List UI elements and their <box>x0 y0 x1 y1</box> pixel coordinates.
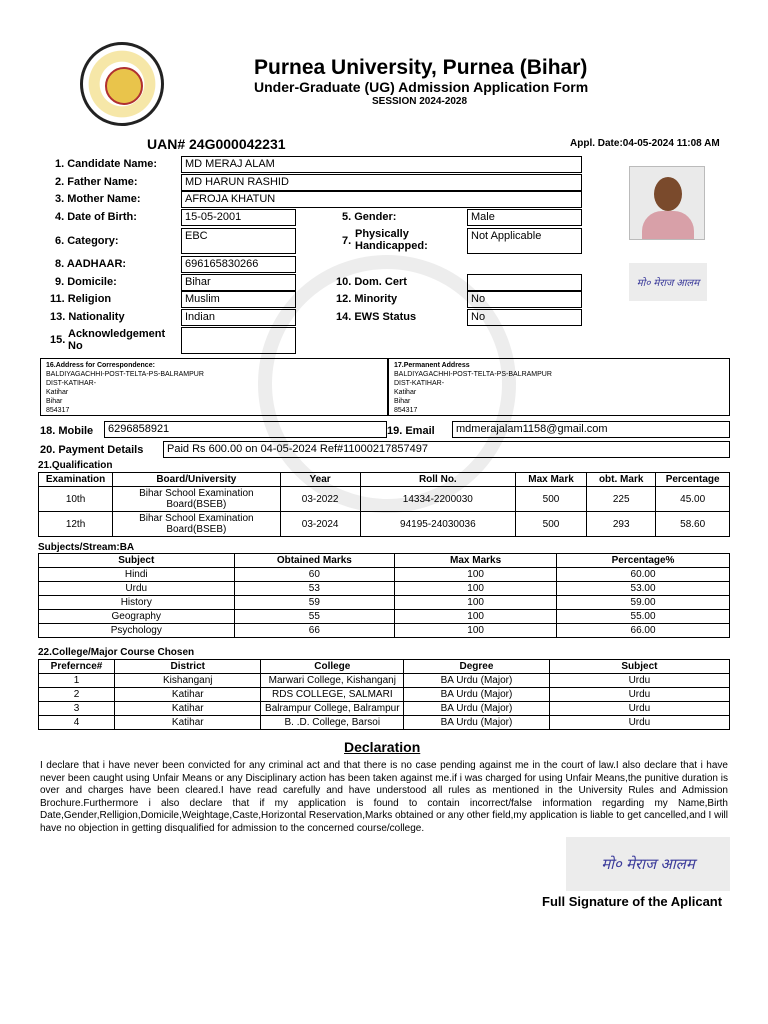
perm-address-line: DIST-KATIHAR- <box>394 380 445 387</box>
table-cell: Katihar <box>115 688 261 702</box>
college-title: 22.College/Major Course Chosen <box>38 647 195 658</box>
ph-label: Physically Handicapped: <box>355 228 428 252</box>
table-cell: 500 <box>515 512 586 537</box>
university-logo <box>80 42 164 126</box>
ack-number: 15. <box>50 334 66 346</box>
table-cell: 100 <box>395 582 557 596</box>
table-row <box>39 716 730 730</box>
table-cell: 14334-2200030 <box>360 487 515 512</box>
table-cell: History <box>39 596 235 610</box>
table-cell: 59.00 <box>557 596 730 610</box>
ack-value <box>181 327 296 354</box>
signature-label: Full Signature of the Aplicant <box>542 894 723 909</box>
candidate-name-label: 1. Candidate Name: <box>55 158 158 170</box>
session: SESSION 2024-2028 <box>372 96 468 107</box>
table-cell: Urdu <box>549 688 729 702</box>
declaration-title: Declaration <box>344 739 421 755</box>
corr-address-line: 854317 <box>46 407 70 414</box>
table-cell: BA Urdu (Major) <box>404 716 550 730</box>
corr-address-line: DIST-KATIHAR- <box>46 380 97 387</box>
ack-label: Acknowledgement No <box>68 328 166 352</box>
table-cell: Balrampur College, Balrampur <box>261 702 404 716</box>
table-row <box>39 582 730 596</box>
subj-header: Max Marks <box>395 554 557 568</box>
table-cell: BA Urdu (Major) <box>404 674 550 688</box>
college-header: Subject <box>549 660 729 674</box>
table-cell: Katihar <box>115 702 261 716</box>
perm-address-line: Katihar <box>394 389 417 396</box>
table-cell: Psychology <box>39 624 235 638</box>
subj-header: Obtained Marks <box>234 554 395 568</box>
table-cell: 60 <box>234 568 395 582</box>
aadhaar-value: 696165830266 <box>181 256 296 273</box>
table-row <box>39 568 730 582</box>
mobile-value: 6296858921 <box>104 421 387 438</box>
table-cell: 100 <box>395 624 557 638</box>
table-cell: 55 <box>234 610 395 624</box>
religion-label: 11. Religion <box>50 293 112 305</box>
form-title: Under-Graduate (UG) Admission Application Form <box>254 79 589 95</box>
ph-number: 7. <box>342 235 352 247</box>
table-cell: Urdu <box>39 582 235 596</box>
domicile-value: Bihar <box>181 274 296 291</box>
table-cell: Kishanganj <box>115 674 261 688</box>
table-cell: Marwari College, Kishanganj <box>261 674 404 688</box>
table-cell: BA Urdu (Major) <box>404 702 550 716</box>
gender-label: 5. Gender: <box>342 211 397 223</box>
table-cell: 4 <box>39 716 115 730</box>
email-label: 19. Email <box>387 425 435 437</box>
table-row <box>39 688 730 702</box>
mother-name-value: AFROJA KHATUN <box>181 191 582 208</box>
ews-value: No <box>467 309 582 326</box>
table-cell: 53 <box>234 582 395 596</box>
table-cell: 1 <box>39 674 115 688</box>
university-title: Purnea University, Purnea (Bihar) <box>254 56 588 79</box>
minority-label: 12. Minority <box>336 293 398 305</box>
gender-value: Male <box>467 209 582 226</box>
qual-header: Max Mark <box>515 473 586 487</box>
table-row <box>39 487 730 512</box>
payment-label: 20. Payment Details <box>40 444 144 456</box>
table-cell: Urdu <box>549 702 729 716</box>
domcert-label: 10. Dom. Cert <box>336 276 407 288</box>
table-cell: 53.00 <box>557 582 730 596</box>
table-cell: 45.00 <box>656 487 730 512</box>
qual-header: obt. Mark <box>587 473 656 487</box>
table-cell: 225 <box>587 487 656 512</box>
table-cell: RDS COLLEGE, SALMARI <box>261 688 404 702</box>
table-cell: 66.00 <box>557 624 730 638</box>
payment-value: Paid Rs 600.00 on 04-05-2024 Ref#11000217857497 <box>163 441 730 458</box>
minority-value: No <box>467 291 582 308</box>
mother-name-label: 3. Mother Name: <box>55 193 141 205</box>
mobile-label: 18. Mobile <box>40 425 94 437</box>
dob-value: 15-05-2001 <box>181 209 296 226</box>
table-cell: 100 <box>395 568 557 582</box>
corr-address-line: BALDIYAGACHHI-POST-TELTA-PS-BALRAMPUR <box>46 371 204 378</box>
subj-header: Percentage% <box>557 554 730 568</box>
domcert-value <box>467 274 582 291</box>
qual-header: Board/University <box>113 473 280 487</box>
table-cell: 66 <box>234 624 395 638</box>
signature-small: मो० मेराज आलम <box>629 263 707 301</box>
table-cell: Katihar <box>115 716 261 730</box>
nationality-label: 13. Nationality <box>50 311 125 323</box>
table-row <box>39 610 730 624</box>
candidate-name-value: MD MERAJ ALAM <box>181 156 582 173</box>
correspondence-address <box>40 358 388 416</box>
qual-header: Year <box>280 473 360 487</box>
dob-label: 4. Date of Birth: <box>55 211 137 223</box>
subjects-table <box>38 553 730 638</box>
perm-address-line: 854317 <box>394 407 418 414</box>
religion-value: Muslim <box>181 291 296 308</box>
qual-header: Roll No. <box>360 473 515 487</box>
table-cell: 12th <box>39 512 113 537</box>
perm-address-line: BALDIYAGACHHI-POST-TELTA-PS-BALRAMPUR <box>394 371 552 378</box>
ph-value: Not Applicable <box>467 228 582 254</box>
table-cell: BA Urdu (Major) <box>404 688 550 702</box>
father-name-value: MD HARUN RASHID <box>181 174 582 191</box>
father-name-label: 2. Father Name: <box>55 176 138 188</box>
permanent-address <box>388 358 730 416</box>
corr-address-line: Katihar <box>46 389 69 396</box>
table-cell: Bihar School Examination Board(BSEB) <box>113 512 280 537</box>
nationality-value: Indian <box>181 309 296 326</box>
table-cell: 500 <box>515 487 586 512</box>
table-row <box>39 596 730 610</box>
perm-address-label: 17.Permanent Address <box>394 362 470 369</box>
application-date: Appl. Date:04-05-2024 11:08 AM <box>570 138 720 149</box>
qual-header: Examination <box>39 473 113 487</box>
table-cell: 2 <box>39 688 115 702</box>
perm-address-line: Bihar <box>394 398 411 405</box>
table-row <box>39 702 730 716</box>
category-label: 6. Category: <box>55 235 119 247</box>
table-cell: Urdu <box>549 716 729 730</box>
table-cell: Bihar School Examination Board(BSEB) <box>113 487 280 512</box>
category-value: EBC <box>181 228 296 254</box>
candidate-photo <box>629 166 705 240</box>
college-header: Prefernce# <box>39 660 115 674</box>
college-header: District <box>115 660 261 674</box>
college-table <box>38 659 730 730</box>
table-row <box>39 624 730 638</box>
applicant-signature: मो० मेराज आलम <box>566 837 730 891</box>
table-cell: 03-2022 <box>280 487 360 512</box>
qualification-table <box>38 472 730 537</box>
email-value: mdmerajalam1158@gmail.com <box>452 421 730 438</box>
table-cell: 100 <box>395 596 557 610</box>
subjects-title: Subjects/Stream:BA <box>38 542 135 553</box>
corr-address-label: 16.Address for Correspondence: <box>46 362 155 369</box>
table-cell: 10th <box>39 487 113 512</box>
table-cell: 60.00 <box>557 568 730 582</box>
table-cell: Geography <box>39 610 235 624</box>
table-cell: 58.60 <box>656 512 730 537</box>
table-cell: Hindi <box>39 568 235 582</box>
ews-label: 14. EWS Status <box>336 311 417 323</box>
table-cell: 03-2024 <box>280 512 360 537</box>
table-cell: 3 <box>39 702 115 716</box>
table-cell: 55.00 <box>557 610 730 624</box>
aadhaar-label: 8. AADHAAR: <box>55 258 127 270</box>
table-row <box>39 512 730 537</box>
college-header: College <box>261 660 404 674</box>
table-row <box>39 674 730 688</box>
qualification-title: 21.Qualification <box>38 460 113 471</box>
table-cell: B. .D. College, Barsoi <box>261 716 404 730</box>
corr-address-line: Bihar <box>46 398 63 405</box>
subj-header: Subject <box>39 554 235 568</box>
domicile-label: 9. Domicile: <box>55 276 117 288</box>
college-header: Degree <box>404 660 550 674</box>
table-cell: 100 <box>395 610 557 624</box>
declaration-text: I declare that i have never been convicted for any criminal act and that there is no case pending against me in the court of law.I also declare that i have never been caught using Unfair Means or any Disciplinary action has been taken against me.if i was charged for using Unfair Means,the punitive duration is over and charges have been cleared.I have read carefully and have understood all rules as mentioned in the University Rules and Admission Brochure.Furthermore i also declare that if my application is found to contain incorrect/false information regarding my Name,Birth Date,Gender,Relligion,Domicile,Weightage,Caste,Horizontal Reservation,Marks obtained or any other field,my application is liable to get cancelled,and I will have no objection in getting disqualified for admission to the concerned course/college. <box>40 760 728 834</box>
qual-header: Percentage <box>656 473 730 487</box>
table-cell: 293 <box>587 512 656 537</box>
table-cell: Urdu <box>549 674 729 688</box>
table-cell: 94195-24030036 <box>360 512 515 537</box>
table-cell: 59 <box>234 596 395 610</box>
uan-number: UAN# 24G000042231 <box>147 136 286 152</box>
